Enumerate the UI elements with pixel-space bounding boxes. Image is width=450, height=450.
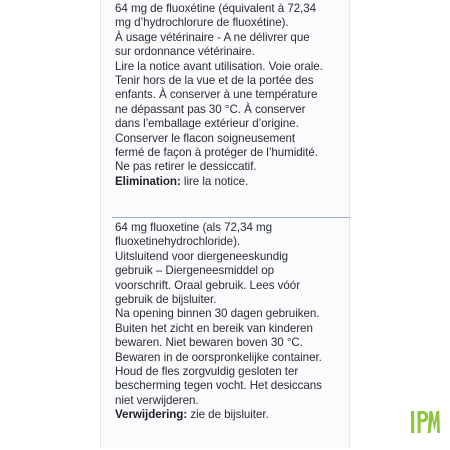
- dutch-line: 64 mg fluoxetine (als 72,34 mg: [115, 221, 273, 234]
- french-line: dans l’emballage extérieur d’origine.: [115, 117, 299, 131]
- french-line: À usage vétérinaire - A ne délivrer que: [115, 30, 310, 44]
- french-line: mg d’hydrochlorure de fluoxétine).: [115, 16, 289, 30]
- elimination-line: [115, 175, 347, 189]
- french-line: enfants. À conserver à une température: [115, 88, 318, 102]
- dutch-line: voorschrift. Oraal gebruik. Lees vóór: [115, 278, 301, 292]
- removal-label: Verwijdering:: [115, 408, 188, 422]
- french-line: Tenir hors de la vue et de la portée des: [115, 74, 314, 88]
- dutch-line: Houd de fles zorgvuldig gesloten ter: [115, 365, 299, 379]
- french-line: Lire la notice avant utilisation. Voie orale.: [115, 59, 323, 73]
- french-text-block: [115, 2, 347, 189]
- french-line: sur ordonnance vétérinaire.: [115, 45, 255, 59]
- logo-letter-m: [428, 411, 440, 433]
- french-line: 64 mg de fluoxétine (équivalent à 72,34: [115, 2, 317, 15]
- dutch-line: fluoxetinehydrochloride).: [115, 235, 241, 249]
- dutch-line: Buiten het zicht en bereik van kinderen: [115, 321, 313, 335]
- logo-letter-i: [411, 411, 414, 433]
- dutch-line: Bewaren in de oorspronkelijke container.: [115, 350, 322, 364]
- french-line: fermé de façon à protéger de l’humidité.: [115, 146, 318, 160]
- dutch-line: Uitsluitend voor diergeneeskundig: [115, 249, 289, 263]
- logo-letter-p: [418, 411, 429, 433]
- dutch-line: bescherming tegen vocht. Het desiccans: [115, 379, 322, 393]
- section-divider: [112, 217, 350, 218]
- ipm-logo: [410, 409, 440, 435]
- dutch-line: niet verwijderen.: [115, 393, 199, 407]
- dutch-text-block: [115, 221, 347, 423]
- elimination-text: lire la notice.: [180, 174, 249, 188]
- removal-text: zie de bijsluiter.: [187, 408, 269, 422]
- french-line: Ne pas retirer le dessiccatif.: [115, 160, 257, 174]
- dutch-line: bewaren. Niet bewaren boven 30 °C.: [115, 336, 303, 350]
- dutch-line: gebruik de bijsluiter.: [115, 293, 217, 307]
- removal-line: [115, 408, 347, 422]
- french-line: ne dépassant pas 30 °C. À conserver: [115, 102, 306, 116]
- elimination-label: Elimination:: [115, 174, 181, 188]
- dutch-line: Na opening binnen 30 dagen gebruiken.: [115, 307, 320, 321]
- french-line: Conserver le flacon soigneusement: [115, 131, 296, 145]
- dutch-line: gebruik – Diergeneesmiddel op: [115, 264, 275, 278]
